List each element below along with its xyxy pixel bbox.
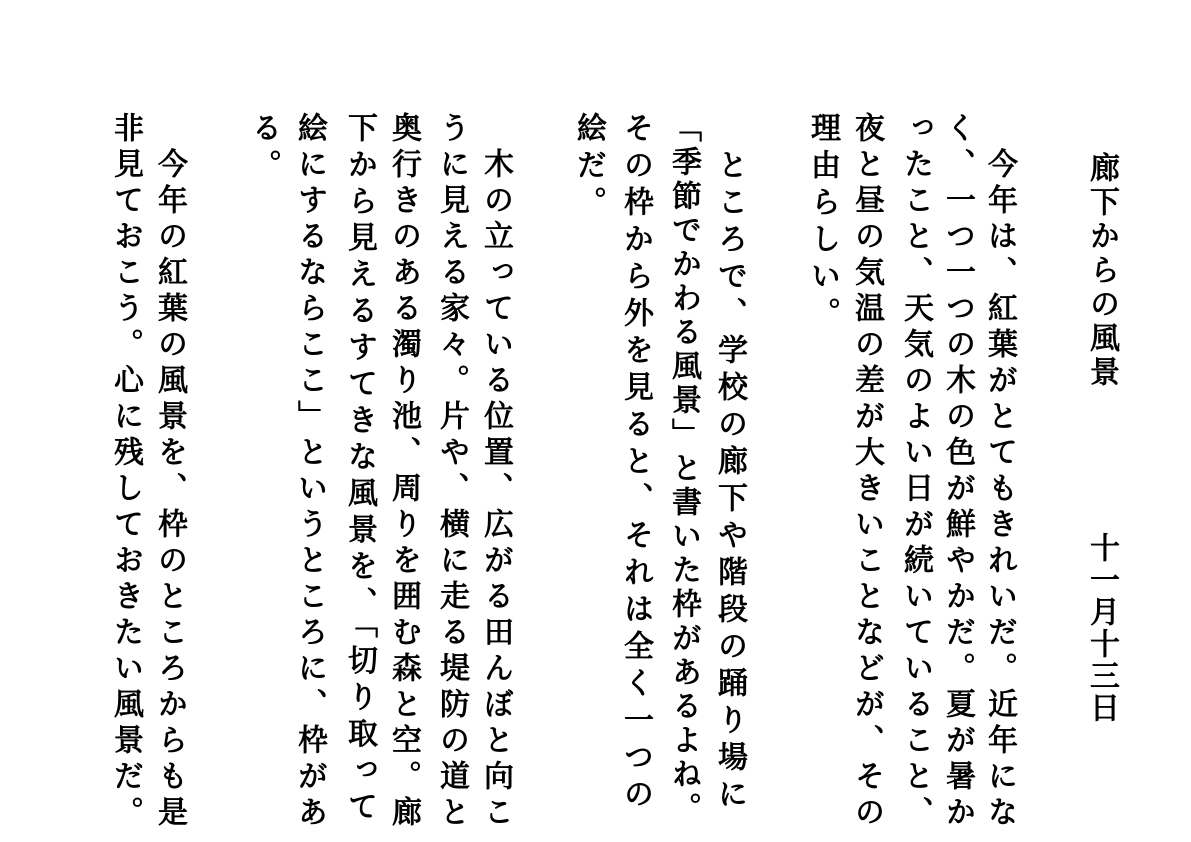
body-line: 夜と昼の気温の差が大きいことなどが、その: [849, 112, 884, 832]
body-line: 理由らしい。: [805, 112, 840, 334]
body-line: ったこと、天気のよい日が続いていること、: [898, 112, 933, 832]
body-line: うに見える家々。片や、横に走る堤防の道と: [434, 112, 469, 832]
body-line: 絵だ。: [571, 112, 606, 223]
body-line: 奥行きのある濁り池、周りを囲む森と空。廊: [386, 112, 421, 832]
body-line: る。: [246, 112, 281, 186]
body-line: く、一つ一つの木の色が鮮やかだ。夏が暑か: [940, 112, 975, 832]
body-line: 非見ておこう。心に残しておきたい風景だ。: [108, 112, 143, 832]
body-line: 今年は、紅葉がとてもきれいだ。近年にな: [982, 112, 1017, 832]
body-line: 「季節でかわる風景」と書いた枠があるよね。: [666, 112, 701, 826]
body-line: 木の立っている位置、広がる田んぼと向こ: [478, 112, 513, 832]
article-date: 十一月十三日: [1084, 532, 1119, 724]
article-title: 廊下からの風景: [1084, 152, 1119, 390]
body-line: ところで、学校の廊下や階段の踊り場に: [712, 112, 747, 815]
body-line: その枠から外を見ると、それは全く一つの: [618, 112, 653, 815]
body-line: 今年の紅葉の風景を、枠のところからも是: [152, 112, 187, 832]
body-line: 下から見えるすてきな風景を、「切り取って: [342, 112, 377, 827]
body-line: 絵にするならここ」というところに、枠があ: [292, 112, 327, 832]
